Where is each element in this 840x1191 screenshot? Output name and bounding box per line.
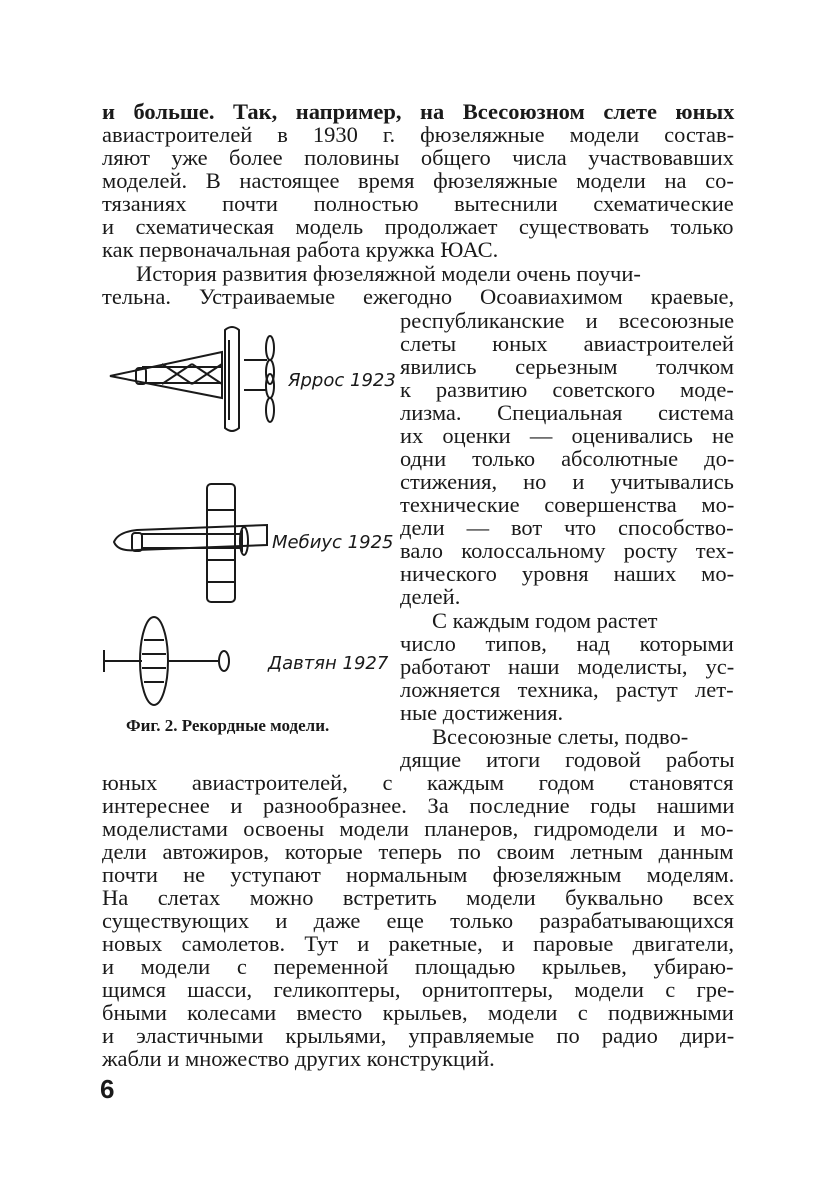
text-line: лизма. Специальная система <box>400 400 734 425</box>
line-text: и больше. Так, например, на Всесоюзном слете юных <box>102 99 735 124</box>
text-line: интереснее и разнообразнее. За последние годы нашими <box>102 793 735 818</box>
text-line: жабли и множество других конструкций. <box>102 1046 495 1071</box>
text-line: дели автожиров, которые теперь по своим летным данным <box>102 839 734 864</box>
text-line: моделей. В настоящее время фюзеляжные модели на со- <box>102 168 734 193</box>
text-line: технические совершенства мо- <box>400 492 735 517</box>
text-line: вало колоссальному росту тех- <box>400 538 735 563</box>
text-line: к развитию советского моде- <box>400 377 734 402</box>
text-line: число типов, над которыми <box>400 631 734 656</box>
text-line <box>102 100 734 123</box>
text-line: ляют уже более половины общего числа участвовавших <box>102 145 734 170</box>
text-line: С каждым годом растет <box>432 608 658 633</box>
yarros-plane-drawing <box>110 327 274 431</box>
text-line: нического уровня наших мо- <box>400 561 735 586</box>
text-line: бными колесами вместо крыльев, модели с подвижными <box>102 1000 734 1025</box>
plane-label: Давтян 1927 <box>268 653 389 674</box>
text-line: как первоначальная работа кружка ЮАС. <box>102 237 499 262</box>
text-line: и эластичными крыльями, управляемые по радио дири- <box>102 1023 735 1048</box>
plane-label: Яррос 1923 <box>288 370 396 391</box>
mebius-plane-drawing <box>114 484 267 602</box>
text-line: существующих и даже еще только разрабатывающихся <box>102 908 734 933</box>
text-line: их оценки — оценивались не <box>400 423 734 448</box>
text-line: юных авиастроителей, с каждым годом становятся <box>102 770 734 795</box>
text-line: почти не уступают нормальным фюзеляжным моделям. <box>102 862 735 887</box>
text-line: тязаниях почти полностью вытеснили схематические <box>102 191 734 216</box>
text-line: тельна. Устраиваемые ежегодно Осоавиахимом краевые, <box>102 284 735 309</box>
text-line: новых самолетов. Тут и ракетные, и паровые двигатели, <box>102 931 735 956</box>
text-line: и схематическая модель продолжает существовать только <box>102 214 734 239</box>
text-line: работают наши моделисты, ус- <box>400 654 735 679</box>
text-line: авиастроителей в 1930 г. фюзеляжные модели состав- <box>102 122 735 147</box>
figure-caption: Фиг. 2. Рекордные модели. <box>126 716 330 735</box>
text-line: дели — вот что способство- <box>400 515 734 540</box>
text-line: стижения, но и учитывались <box>400 469 734 494</box>
davtyan-plane-drawing <box>104 617 229 705</box>
text-line: На слетах можно встретить модели буквально всех <box>102 885 735 910</box>
text-line: моделистами освоены модели планеров, гидромодели и мо- <box>102 816 734 841</box>
text-line: и модели с переменной площадью крыльев, убираю- <box>102 954 734 979</box>
text-line: слеты юных авиастроителей <box>400 331 734 356</box>
text-line: История развития фюзеляжной модели очень поучи- <box>136 261 641 286</box>
text-line: республиканские и всесоюзные <box>400 308 735 333</box>
text-line: Всесоюзные слеты, подво- <box>432 724 689 749</box>
text-line: ные достижения. <box>400 700 564 725</box>
text-line: щимся шасси, геликоптеры, орнитоптеры, модели с гре- <box>102 977 735 1002</box>
plane-label: Мебиус 1925 <box>272 532 394 553</box>
text-line: одни только абсолютные до- <box>400 446 735 471</box>
text-line: делей. <box>400 584 461 609</box>
text-line: дящие итоги годовой работы <box>400 747 735 772</box>
page-number: 6 <box>100 1074 115 1104</box>
figure-record-models <box>92 320 396 740</box>
text-line: явились серьезным толчком <box>400 354 734 379</box>
text-line: ложняется техника, растут лет- <box>400 677 734 702</box>
